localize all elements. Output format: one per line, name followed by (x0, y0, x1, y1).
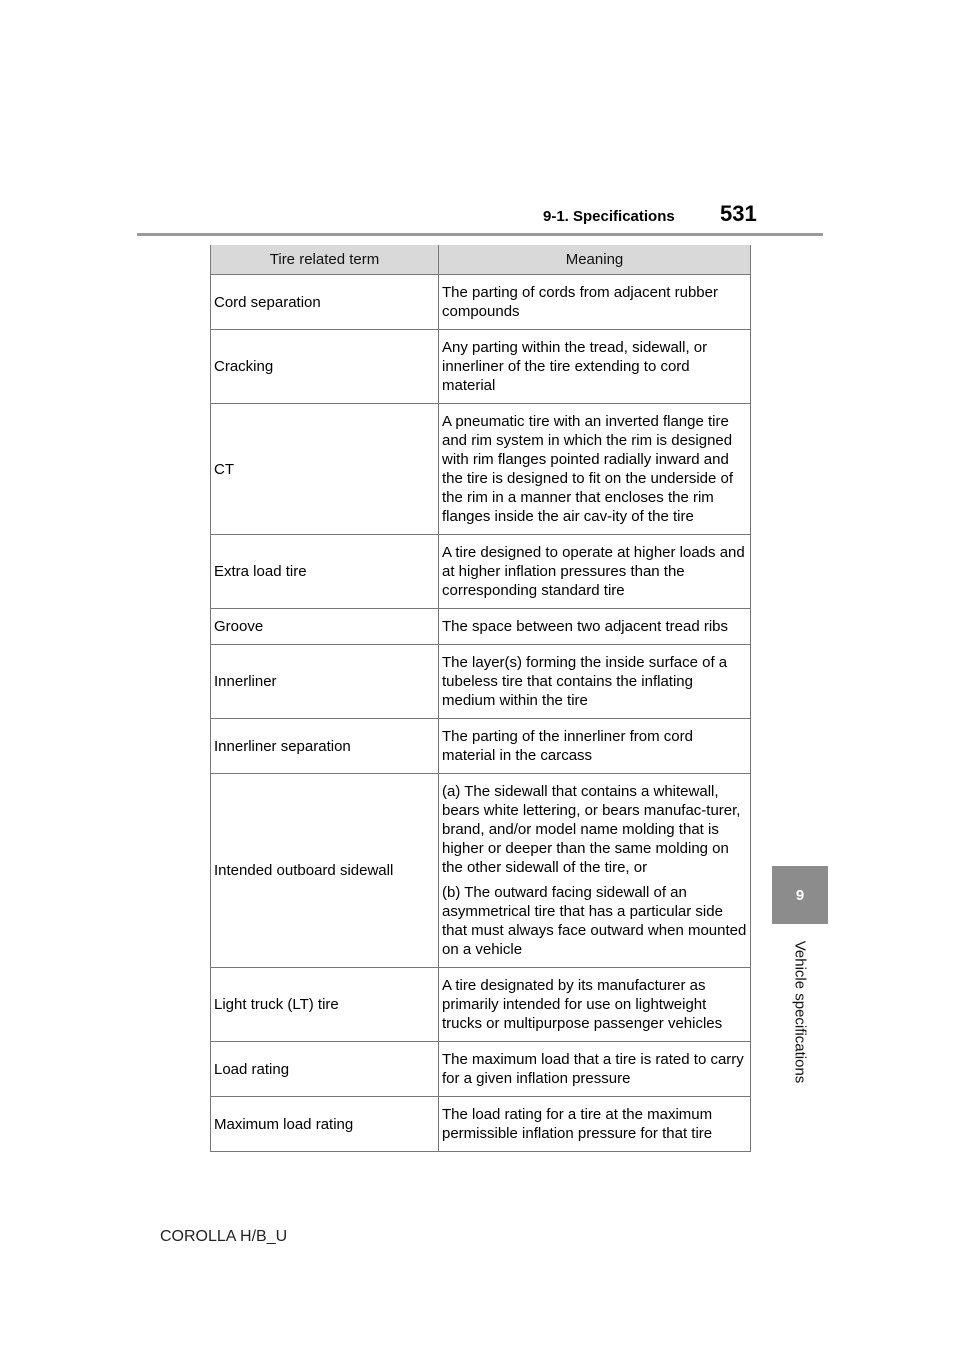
term-cell: CT (211, 404, 439, 535)
meaning-paragraph: A pneumatic tire with an inverted flange tire and rim system in which the rim is designed with rim flanges pointed radially inward and the tire is designed to fit on the underside of the rim in a manner that encloses the rim flanges inside the air cav-ity of the tire (442, 413, 734, 525)
chapter-number: 9 (795, 886, 805, 904)
table-body (211, 275, 751, 1152)
table-row (211, 719, 751, 774)
meaning-paragraph: The layer(s) forming the inside surface of a tubeless tire that contains the inflating medium within the tire (442, 654, 728, 709)
meaning-paragraph: The maximum load that a tire is rated to carry for a given inflation pressure (442, 1051, 744, 1087)
table-row (211, 1042, 751, 1097)
column-header-meaning: Meaning (439, 245, 751, 275)
column-header-term: Tire related term (211, 245, 439, 275)
meaning-paragraph: The load rating for a tire at the maximum permissible inflation pressure for that tire (442, 1106, 713, 1142)
chapter-label: Vehicle specifications (791, 940, 809, 1084)
term-cell: Extra load tire (211, 535, 439, 609)
term-cell: Cracking (211, 330, 439, 404)
meaning-paragraph: The parting of cords from adjacent rubber compounds (442, 284, 718, 320)
meaning-cell (439, 535, 751, 609)
table-row (211, 535, 751, 609)
table-row (211, 645, 751, 719)
table-row (211, 968, 751, 1042)
table-row (211, 275, 751, 330)
meaning-paragraph: The space between two adjacent tread ribs (442, 618, 729, 635)
meaning-cell (439, 609, 751, 645)
meaning-paragraph: (a) The sidewall that contains a whitewall, bears white lettering, or bears manufac-turer, brand, and/or model name molding that is higher or deeper than the same molding on the other sidewall of the tire, or (442, 783, 741, 876)
meaning-paragraph: (b) The outward facing sidewall of an asymmetrical tire that has a particular side that must always face outward when mounted on a vehicle (442, 884, 747, 958)
footer-model: COROLLA H/B_U (160, 1228, 288, 1245)
meaning-cell (439, 719, 751, 774)
term-cell: Innerliner (211, 645, 439, 719)
meaning-cell (439, 645, 751, 719)
table-row (211, 609, 751, 645)
term-cell: Light truck (LT) tire (211, 968, 439, 1042)
table-header-row (211, 245, 751, 275)
table-row (211, 404, 751, 535)
table-row (211, 774, 751, 968)
term-cell: Intended outboard sidewall (211, 774, 439, 968)
term-cell: Groove (211, 609, 439, 645)
meaning-paragraph: A tire designated by its manufacturer as primarily intended for use on lightweight trucks or multipurpose passenger vehicles (442, 977, 723, 1032)
meaning-cell (439, 1097, 751, 1152)
table-row (211, 1097, 751, 1152)
meaning-paragraph: Any parting within the tread, sidewall, or innerliner of the tire extending to cord material (442, 339, 708, 394)
meaning-cell (439, 404, 751, 535)
meaning-cell (439, 968, 751, 1042)
meaning-cell (439, 774, 751, 968)
meaning-paragraph: A tire designed to operate at higher loads and at higher inflation pressures than the corresponding standard tire (442, 544, 745, 599)
section-title: 9-1. Specifications (543, 208, 675, 225)
meaning-paragraph: The parting of the innerliner from cord material in the carcass (442, 728, 693, 764)
term-cell: Load rating (211, 1042, 439, 1097)
header-divider (137, 233, 823, 236)
table-row (211, 330, 751, 404)
term-cell: Maximum load rating (211, 1097, 439, 1152)
chapter-tab (772, 866, 828, 924)
term-cell: Cord separation (211, 275, 439, 330)
meaning-cell (439, 1042, 751, 1097)
page-number: 531 (720, 201, 757, 226)
tire-terms-table (210, 245, 751, 1152)
term-cell: Innerliner separation (211, 719, 439, 774)
meaning-cell (439, 330, 751, 404)
meaning-cell (439, 275, 751, 330)
